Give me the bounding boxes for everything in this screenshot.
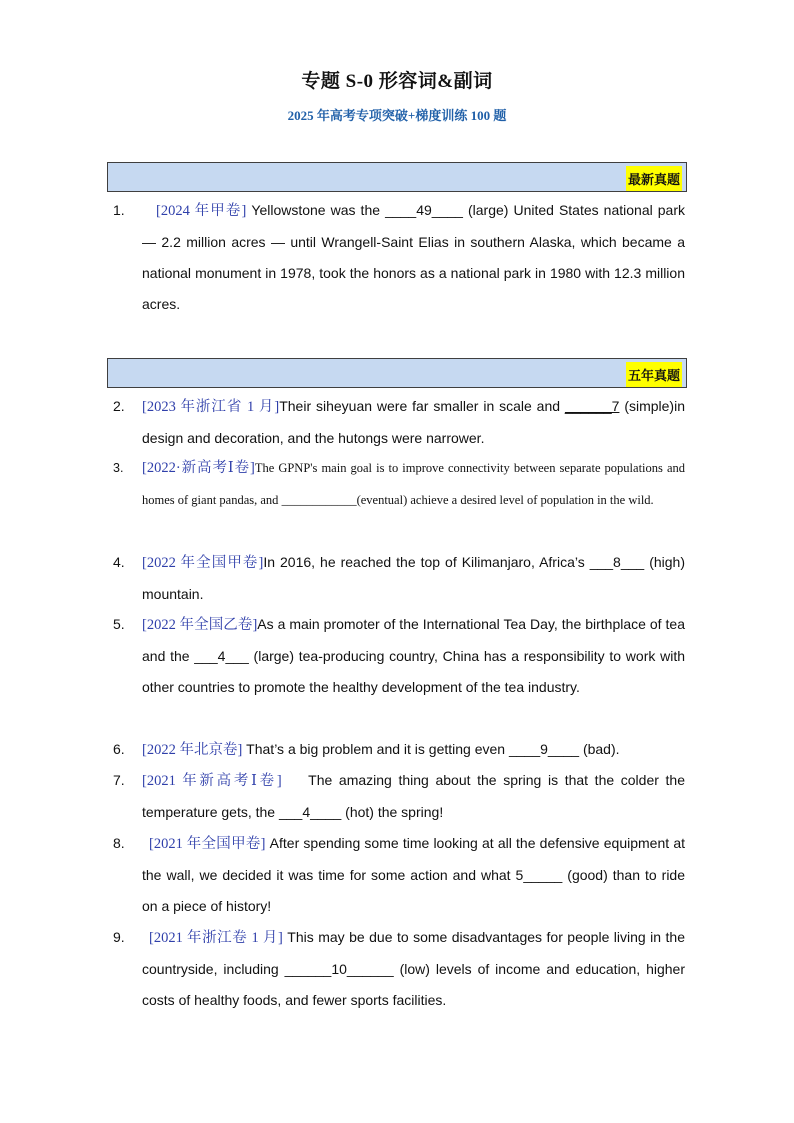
question-number: 4.	[113, 554, 125, 570]
question-item	[113, 195, 685, 320]
question-text	[142, 195, 685, 320]
page-subtitle: 2025 年高考专项突破+梯度训练 100 题	[287, 108, 507, 123]
section-tag: 最新真题	[626, 166, 682, 191]
question-text	[142, 922, 685, 1016]
question-source: [2022 年北京卷]	[142, 742, 243, 758]
section-header-latest	[107, 162, 687, 192]
question-text-pre: In 2016, he reached the top of Kilimanjaro, Africa’s	[263, 554, 590, 570]
question-item	[113, 765, 689, 828]
section-header-five-year	[107, 358, 687, 388]
question-number: 9.	[113, 929, 125, 945]
question-text-post: (hot) the spring!	[341, 804, 444, 820]
question-item	[113, 391, 685, 454]
question-number: 6.	[113, 741, 125, 757]
question-text-post: (large) tea-producing country, China has a responsibility to work with other countries to promote the healthy development of the tea industry.	[142, 648, 685, 695]
question-source: [2022·新高考Ⅰ卷]	[142, 460, 255, 476]
question-text-post: (simple)in design and decoration, and the hutongs were narrower.	[142, 398, 685, 446]
question-text-post: (eventual) achieve a desired level of population in the wild.	[356, 492, 654, 507]
answer-blank: ___4____	[278, 804, 342, 820]
question-number: 5.	[113, 616, 125, 632]
answer-blank: ___4___	[194, 648, 249, 664]
question-text-pre: The amazing thing about the spring is that the colder the temperature gets, the	[142, 772, 689, 820]
question-text-pre: That’s a big problem and it is getting even	[242, 741, 509, 757]
question-text-pre: The GPNP's main goal is to improve connectivity between separate populations and homes of giant pandas, and	[142, 461, 685, 507]
question-source: [2024 年甲卷]	[156, 203, 247, 219]
question-source: [2022 年全国乙卷]	[142, 617, 258, 633]
question-number: 8.	[113, 835, 125, 851]
answer-blank: ___8___	[589, 554, 645, 570]
question-item	[113, 453, 685, 516]
answer-blank: ____9____	[508, 741, 580, 757]
question-source: [2021 年全国甲卷]	[149, 836, 266, 852]
question-item	[113, 734, 685, 766]
question-text-post: (bad).	[579, 741, 620, 757]
question-text-pre: As a main promoter of the International Tea Day, the birthplace of tea and the	[142, 616, 685, 664]
question-item	[113, 828, 685, 922]
answer-blank: ____________	[281, 492, 357, 507]
question-text-pre: Yellowstone was the	[246, 202, 386, 218]
question-item	[113, 547, 685, 610]
answer-blank: _____	[523, 867, 563, 883]
question-text-pre: Their siheyuan were far smaller in scale and	[279, 398, 565, 414]
question-text-post: (high) mountain.	[142, 554, 685, 602]
question-text-pre: This may be due to some disadvantages for people living in the countryside, including	[142, 929, 685, 977]
question-item	[113, 609, 685, 703]
question-text-post: (good) than to ride on a piece of history!	[142, 867, 685, 914]
question-text-post: (low) levels of income and education, higher costs of healthy foods, and fewer sports facilities.	[142, 961, 685, 1008]
question-source: [2021 年新高考Ⅰ卷]	[142, 773, 282, 789]
answer-blank: ____49____	[385, 202, 463, 218]
question-text	[142, 391, 685, 454]
question-number: 3.	[113, 461, 124, 475]
answer-blank: ______10______	[284, 961, 394, 977]
question-text-pre: After spending some time looking at all the defensive equipment at the wall, we decided it was time for some action and what 5	[142, 835, 685, 883]
question-source: [2022 年全国甲卷]	[142, 555, 264, 571]
question-item	[113, 922, 685, 1016]
question-number: 2.	[113, 398, 125, 414]
question-text	[142, 734, 685, 766]
question-number: 7.	[113, 772, 125, 788]
question-text	[142, 547, 685, 610]
question-source: [2023 年浙江省 1 月]	[142, 399, 280, 415]
question-text	[142, 765, 689, 828]
page-title: 专题 S-0 形容词&副词	[301, 71, 493, 92]
question-source: [2021 年浙江卷 1 月]	[149, 930, 283, 946]
question-text	[142, 828, 685, 922]
section-tag: 五年真题	[626, 362, 682, 387]
question-text-post: (large) United States national park — 2.2 million acres — until Wrangell-Saint Elias in southern Alaska, which became a national monument in 1978, took the honors as a national park in 1980 with 12.3 million acres.	[142, 202, 685, 312]
question-number: 1.	[113, 202, 125, 218]
answer-blank: ______7	[564, 398, 620, 414]
question-text	[142, 453, 685, 516]
question-text	[142, 609, 685, 703]
